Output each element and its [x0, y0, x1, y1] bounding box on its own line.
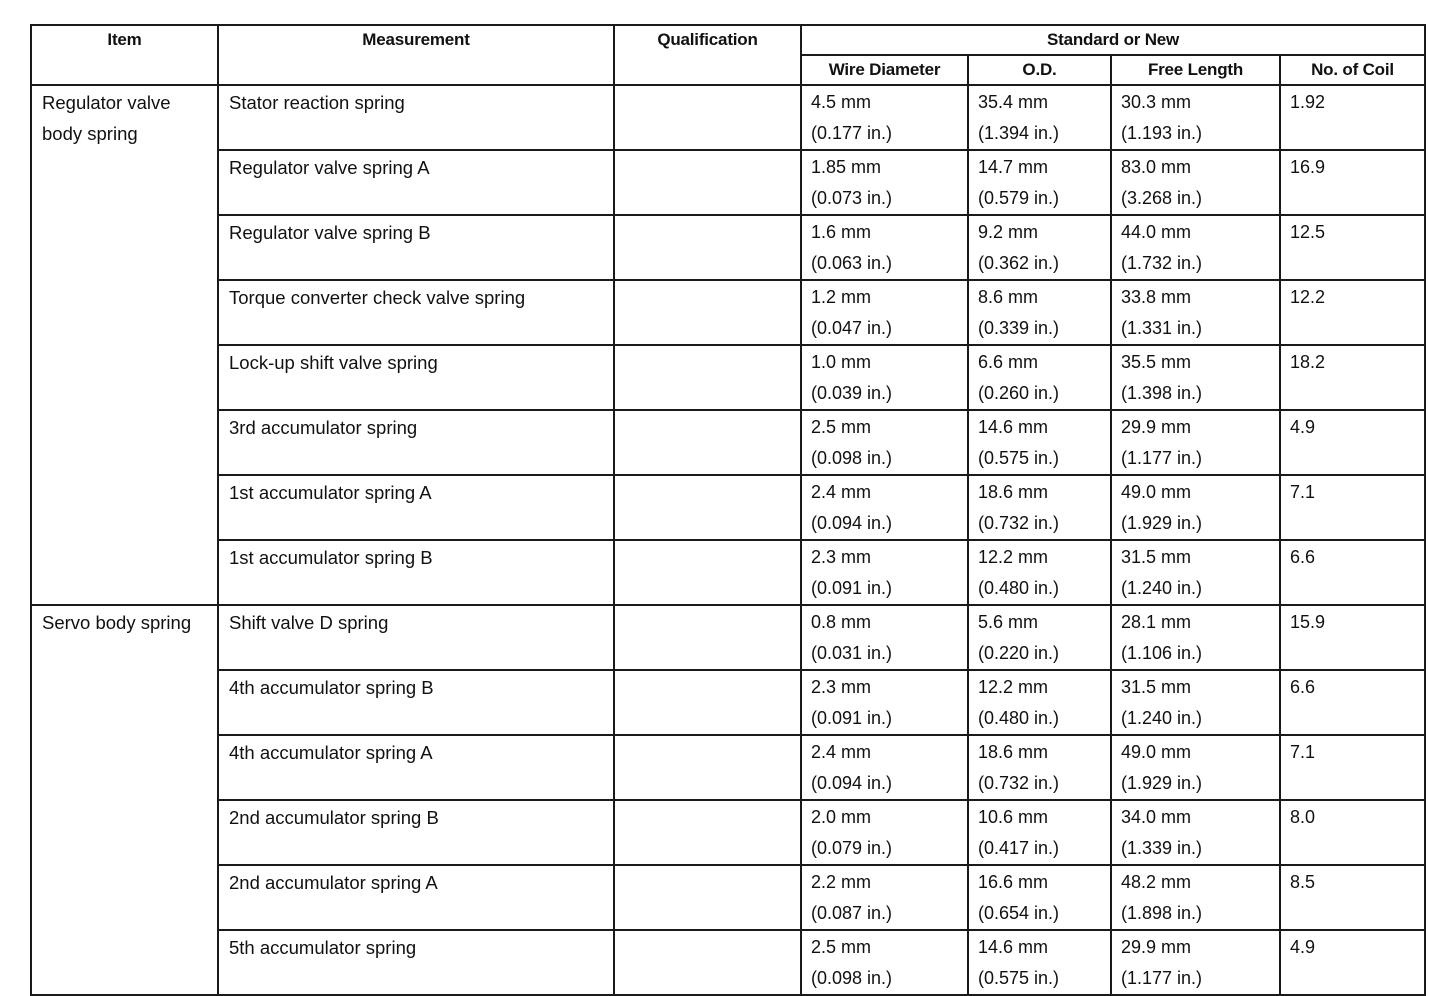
- free-length-cell-inch: (1.240 in.): [1121, 708, 1203, 728]
- free-length-cell-mm: 34.0 mm: [1121, 807, 1192, 827]
- header-measurement: Measurement: [218, 25, 614, 85]
- wire-diameter-cell-inch: (0.063 in.): [811, 253, 893, 273]
- qualification-cell: [614, 475, 801, 540]
- spring-spec-table: [30, 24, 1426, 996]
- free-length-cell-mm: 48.2 mm: [1121, 872, 1192, 892]
- wire-diameter-cell-mm: 2.0 mm: [811, 807, 872, 827]
- free-length-cell-mm: 29.9 mm: [1121, 417, 1192, 437]
- od-cell-mm: 14.7 mm: [978, 157, 1049, 177]
- od-cell-inch: (0.417 in.): [978, 838, 1060, 858]
- table-row: [31, 280, 1425, 345]
- wire-diameter-cell-inch: (0.094 in.): [811, 513, 893, 533]
- coil-count-cell-value: 12.2: [1290, 287, 1326, 307]
- qualification-cell: [614, 865, 801, 930]
- od-cell: [968, 865, 1111, 930]
- od-cell: [968, 540, 1111, 605]
- qualification-cell: [614, 215, 801, 280]
- od-cell: [968, 215, 1111, 280]
- coil-count-cell: [1280, 410, 1425, 475]
- qualification-cell: [614, 345, 801, 410]
- wire-diameter-cell: [801, 670, 968, 735]
- free-length-cell: [1111, 410, 1280, 475]
- qualification-cell: [614, 150, 801, 215]
- wire-diameter-cell-inch: (0.047 in.): [811, 318, 893, 338]
- free-length-cell: [1111, 215, 1280, 280]
- od-cell-inch: (0.480 in.): [978, 708, 1060, 728]
- free-length-cell-inch: (1.929 in.): [1121, 773, 1203, 793]
- free-length-cell: [1111, 475, 1280, 540]
- free-length-cell-inch: (1.732 in.): [1121, 253, 1203, 273]
- od-cell-mm: 35.4 mm: [978, 92, 1049, 112]
- od-cell-inch: (0.732 in.): [978, 513, 1060, 533]
- coil-count-cell: [1280, 280, 1425, 345]
- wire-diameter-cell: [801, 150, 968, 215]
- wire-diameter-cell-inch: (0.079 in.): [811, 838, 893, 858]
- free-length-cell-inch: (1.177 in.): [1121, 448, 1203, 468]
- measurement-cell: 2nd accumulator spring A: [218, 865, 614, 930]
- coil-count-cell: [1280, 85, 1425, 150]
- wire-diameter-cell: [801, 280, 968, 345]
- table-row: [31, 215, 1425, 280]
- wire-diameter-cell-inch: (0.039 in.): [811, 383, 893, 403]
- qualification-cell: [614, 540, 801, 605]
- free-length-cell-inch: (1.331 in.): [1121, 318, 1203, 338]
- header-qualification: Qualification: [614, 25, 801, 85]
- wire-diameter-cell-inch: (0.098 in.): [811, 968, 893, 988]
- wire-diameter-cell-mm: 2.3 mm: [811, 677, 872, 697]
- measurement-cell: 1st accumulator spring A: [218, 475, 614, 540]
- wire-diameter-cell-mm: 2.4 mm: [811, 482, 872, 502]
- item-group-label: Regulator valve body spring: [31, 85, 218, 605]
- od-cell-inch: (0.480 in.): [978, 578, 1060, 598]
- coil-count-cell-value: 18.2: [1290, 352, 1326, 372]
- free-length-cell: [1111, 670, 1280, 735]
- free-length-cell: [1111, 540, 1280, 605]
- coil-count-cell: [1280, 215, 1425, 280]
- qualification-cell: [614, 280, 801, 345]
- table-row: [31, 345, 1425, 410]
- wire-diameter-cell-mm: 2.2 mm: [811, 872, 872, 892]
- coil-count-cell: [1280, 670, 1425, 735]
- wire-diameter-cell: [801, 215, 968, 280]
- od-cell: [968, 150, 1111, 215]
- free-length-cell-inch: (3.268 in.): [1121, 188, 1203, 208]
- table-row: [31, 735, 1425, 800]
- od-cell-mm: 6.6 mm: [978, 352, 1039, 372]
- measurement-cell: Torque converter check valve spring: [218, 280, 614, 345]
- free-length-cell: [1111, 865, 1280, 930]
- free-length-cell-mm: 29.9 mm: [1121, 937, 1192, 957]
- wire-diameter-cell: [801, 345, 968, 410]
- od-cell-mm: 9.2 mm: [978, 222, 1039, 242]
- wire-diameter-cell-mm: 2.5 mm: [811, 937, 872, 957]
- od-cell: [968, 930, 1111, 995]
- table-body: [31, 85, 1425, 995]
- free-length-cell-inch: (1.177 in.): [1121, 968, 1203, 988]
- od-cell-mm: 14.6 mm: [978, 937, 1049, 957]
- measurement-cell: 3rd accumulator spring: [218, 410, 614, 475]
- free-length-cell: [1111, 85, 1280, 150]
- measurement-cell: Regulator valve spring A: [218, 150, 614, 215]
- measurement-cell: 4th accumulator spring B: [218, 670, 614, 735]
- wire-diameter-cell: [801, 605, 968, 670]
- free-length-cell-mm: 49.0 mm: [1121, 482, 1192, 502]
- free-length-cell-inch: (1.339 in.): [1121, 838, 1203, 858]
- free-length-cell-mm: 49.0 mm: [1121, 742, 1192, 762]
- od-cell-mm: 18.6 mm: [978, 742, 1049, 762]
- wire-diameter-cell-mm: 1.2 mm: [811, 287, 872, 307]
- free-length-cell-mm: 31.5 mm: [1121, 547, 1192, 567]
- table-row: [31, 85, 1425, 150]
- free-length-cell-mm: 35.5 mm: [1121, 352, 1192, 372]
- wire-diameter-cell-inch: (0.177 in.): [811, 123, 893, 143]
- wire-diameter-cell-inch: (0.073 in.): [811, 188, 893, 208]
- free-length-cell-mm: 28.1 mm: [1121, 612, 1192, 632]
- coil-count-cell: [1280, 150, 1425, 215]
- wire-diameter-cell: [801, 410, 968, 475]
- free-length-cell: [1111, 345, 1280, 410]
- qualification-cell: [614, 735, 801, 800]
- wire-diameter-cell-inch: (0.094 in.): [811, 773, 893, 793]
- coil-count-cell: [1280, 800, 1425, 865]
- wire-diameter-cell-inch: (0.091 in.): [811, 708, 893, 728]
- free-length-cell-mm: 83.0 mm: [1121, 157, 1192, 177]
- wire-diameter-cell-mm: 2.5 mm: [811, 417, 872, 437]
- coil-count-cell-value: 7.1: [1290, 742, 1316, 762]
- coil-count-cell: [1280, 865, 1425, 930]
- wire-diameter-cell-mm: 2.4 mm: [811, 742, 872, 762]
- od-cell-inch: (0.579 in.): [978, 188, 1060, 208]
- od-cell-mm: 12.2 mm: [978, 547, 1049, 567]
- coil-count-cell-value: 6.6: [1290, 547, 1316, 567]
- coil-count-cell: [1280, 735, 1425, 800]
- od-cell: [968, 280, 1111, 345]
- coil-count-cell-value: 4.9: [1290, 937, 1316, 957]
- od-cell-inch: (0.654 in.): [978, 903, 1060, 923]
- qualification-cell: [614, 930, 801, 995]
- wire-diameter-cell: [801, 865, 968, 930]
- od-cell-mm: 5.6 mm: [978, 612, 1039, 632]
- coil-count-cell-value: 1.92: [1290, 92, 1326, 112]
- measurement-cell: 5th accumulator spring: [218, 930, 614, 995]
- od-cell: [968, 670, 1111, 735]
- table-row: [31, 540, 1425, 605]
- od-cell-inch: (0.220 in.): [978, 643, 1060, 663]
- free-length-cell: [1111, 930, 1280, 995]
- table-header: [31, 25, 1425, 85]
- table-row: [31, 800, 1425, 865]
- od-cell-inch: (0.339 in.): [978, 318, 1060, 338]
- wire-diameter-cell-inch: (0.098 in.): [811, 448, 893, 468]
- od-cell-mm: 12.2 mm: [978, 677, 1049, 697]
- od-cell: [968, 410, 1111, 475]
- coil-count-cell-value: 8.5: [1290, 872, 1316, 892]
- free-length-cell-inch: (1.398 in.): [1121, 383, 1203, 403]
- wire-diameter-cell-mm: 1.6 mm: [811, 222, 872, 242]
- table-row: [31, 410, 1425, 475]
- od-cell: [968, 800, 1111, 865]
- coil-count-cell: [1280, 475, 1425, 540]
- table-row: [31, 150, 1425, 215]
- qualification-cell: [614, 670, 801, 735]
- qualification-cell: [614, 800, 801, 865]
- free-length-cell-mm: 31.5 mm: [1121, 677, 1192, 697]
- coil-count-cell: [1280, 930, 1425, 995]
- coil-count-cell-value: 8.0: [1290, 807, 1316, 827]
- wire-diameter-cell-inch: (0.031 in.): [811, 643, 893, 663]
- wire-diameter-cell-mm: 2.3 mm: [811, 547, 872, 567]
- coil-count-cell-value: 4.9: [1290, 417, 1316, 437]
- table-row: [31, 670, 1425, 735]
- od-cell-mm: 8.6 mm: [978, 287, 1039, 307]
- free-length-cell: [1111, 735, 1280, 800]
- table-row: [31, 605, 1425, 670]
- wire-diameter-cell: [801, 735, 968, 800]
- od-cell: [968, 605, 1111, 670]
- free-length-cell: [1111, 150, 1280, 215]
- wire-diameter-cell-inch: (0.087 in.): [811, 903, 893, 923]
- table-row: [31, 930, 1425, 995]
- od-cell: [968, 85, 1111, 150]
- measurement-cell: 1st accumulator spring B: [218, 540, 614, 605]
- free-length-cell-mm: 44.0 mm: [1121, 222, 1192, 242]
- od-cell-inch: (0.732 in.): [978, 773, 1060, 793]
- wire-diameter-cell-mm: 0.8 mm: [811, 612, 872, 632]
- wire-diameter-cell-mm: 1.85 mm: [811, 157, 882, 177]
- wire-diameter-cell-mm: 1.0 mm: [811, 352, 872, 372]
- coil-count-cell-value: 12.5: [1290, 222, 1326, 242]
- free-length-cell-inch: (1.106 in.): [1121, 643, 1203, 663]
- od-cell-inch: (0.575 in.): [978, 968, 1060, 988]
- table-row: [31, 475, 1425, 540]
- coil-count-cell: [1280, 540, 1425, 605]
- measurement-cell: 2nd accumulator spring B: [218, 800, 614, 865]
- free-length-cell-mm: 30.3 mm: [1121, 92, 1192, 112]
- od-cell-inch: (1.394 in.): [978, 123, 1060, 143]
- qualification-cell: [614, 605, 801, 670]
- header-no-of-coil: No. of Coil: [1280, 55, 1425, 85]
- od-cell-inch: (0.575 in.): [978, 448, 1060, 468]
- header-item: Item: [31, 25, 218, 85]
- od-cell-mm: 18.6 mm: [978, 482, 1049, 502]
- wire-diameter-cell-inch: (0.091 in.): [811, 578, 893, 598]
- od-cell: [968, 345, 1111, 410]
- item-group-label: Servo body spring: [31, 605, 218, 995]
- wire-diameter-cell: [801, 800, 968, 865]
- measurement-cell: Regulator valve spring B: [218, 215, 614, 280]
- coil-count-cell-value: 6.6: [1290, 677, 1316, 697]
- free-length-cell-inch: (1.929 in.): [1121, 513, 1203, 533]
- od-cell-inch: (0.362 in.): [978, 253, 1060, 273]
- coil-count-cell-value: 16.9: [1290, 157, 1326, 177]
- measurement-cell: 4th accumulator spring A: [218, 735, 614, 800]
- qualification-cell: [614, 410, 801, 475]
- free-length-cell: [1111, 800, 1280, 865]
- wire-diameter-cell: [801, 540, 968, 605]
- od-cell-mm: 10.6 mm: [978, 807, 1049, 827]
- free-length-cell-inch: (1.240 in.): [1121, 578, 1203, 598]
- od-cell-mm: 16.6 mm: [978, 872, 1049, 892]
- coil-count-cell: [1280, 345, 1425, 410]
- header-wire-diameter: Wire Diameter: [801, 55, 968, 85]
- measurement-cell: Shift valve D spring: [218, 605, 614, 670]
- table-row: [31, 865, 1425, 930]
- wire-diameter-cell: [801, 475, 968, 540]
- wire-diameter-cell: [801, 930, 968, 995]
- od-cell-mm: 14.6 mm: [978, 417, 1049, 437]
- free-length-cell-mm: 33.8 mm: [1121, 287, 1192, 307]
- measurement-cell: Lock-up shift valve spring: [218, 345, 614, 410]
- header-standard-or-new: Standard or New: [801, 25, 1425, 55]
- free-length-cell-inch: (1.193 in.): [1121, 123, 1203, 143]
- od-cell-inch: (0.260 in.): [978, 383, 1060, 403]
- od-cell: [968, 475, 1111, 540]
- wire-diameter-cell: [801, 85, 968, 150]
- free-length-cell-inch: (1.898 in.): [1121, 903, 1203, 923]
- wire-diameter-cell-mm: 4.5 mm: [811, 92, 872, 112]
- measurement-cell: Stator reaction spring: [218, 85, 614, 150]
- coil-count-cell: [1280, 605, 1425, 670]
- coil-count-cell-value: 7.1: [1290, 482, 1316, 502]
- coil-count-cell-value: 15.9: [1290, 612, 1326, 632]
- header-free-length: Free Length: [1111, 55, 1280, 85]
- free-length-cell: [1111, 280, 1280, 345]
- qualification-cell: [614, 85, 801, 150]
- od-cell: [968, 735, 1111, 800]
- header-od: O.D.: [968, 55, 1111, 85]
- free-length-cell: [1111, 605, 1280, 670]
